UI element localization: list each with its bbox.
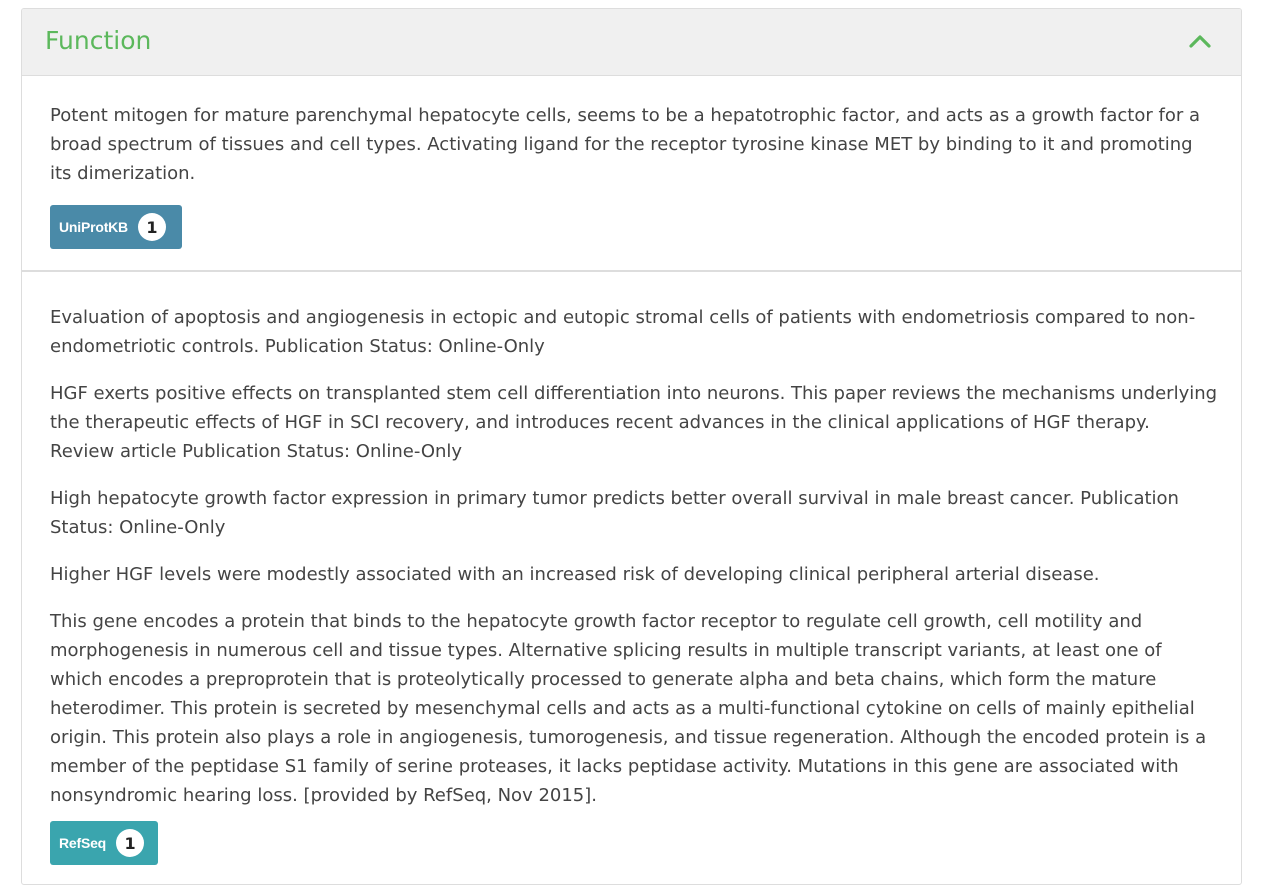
uniprotkb-label: UniProtKB [59,219,128,235]
uniprot-summary-text: Potent mitogen for mature parenchymal hepatocyte cells, seems to be a hepatotrophic factor, and acts as a growth factor for a broad spectrum of tissues and cell types. Activating ligand for the receptor tyrosine kinase MET by binding to it and promoting its dimerization. [50,105,1200,184]
function-panel [21,8,1242,885]
refseq-source-button[interactable] [50,821,158,865]
refseq-paragraph: HGF exerts positive effects on transplanted stem cell differentiation into neurons. This paper reviews the mechanisms underlying the therapeutic effects of HGF in SCI recovery, and introduces recent advances in the clinical applications of HGF therapy. Review article Publication Status: Online-Only [50,383,1218,462]
uniprotkb-source-button[interactable] [50,205,182,249]
refseq-label: RefSeq [59,835,107,851]
panel-title: Function [45,26,152,55]
refseq-count-badge: 1 [116,829,144,857]
refseq-paragraph: Higher HGF levels were modestly associated with an increased risk of developing clinical peripheral arterial disease. [50,564,1100,585]
function-panel-header[interactable] [22,9,1241,76]
uniprot-summary-section [22,76,1241,272]
refseq-paragraph: Evaluation of apoptosis and angiogenesis in ectopic and eutopic stromal cells of patients with endometriosis compared to non-endometriotic controls. Publication Status: Online-Only [50,307,1196,357]
refseq-paragraph: This gene encodes a protein that binds to the hepatocyte growth factor receptor to regulate cell growth, cell motility and morphogenesis in numerous cell and tissue types. Alternative splicing results in multiple transcript variants, at least one of which encodes a preproprotein that is proteolytically processed to generate alpha and beta chains, which form the mature heterodimer. This protein is secreted by mesenchymal cells and acts as a multi-functional cytokine on cells of mainly epithelial origin. This protein also plays a role in angiogenesis, tumorogenesis, and tissue regeneration. Although the encoded protein is a member of the peptidase S1 family of serine proteases, it lacks peptidase activity. Mutations in this gene are associated with nonsyndromic hearing loss. [provided by RefSeq, Nov 2015]. [50,611,1207,806]
refseq-paragraph-list [50,303,1219,828]
refseq-paragraph: High hepatocyte growth factor expression in primary tumor predicts better overall survival in male breast cancer. Publication Status: Online-Only [50,488,1179,538]
uniprotkb-count-badge: 1 [138,213,166,241]
chevron-up-icon[interactable] [1189,33,1211,49]
